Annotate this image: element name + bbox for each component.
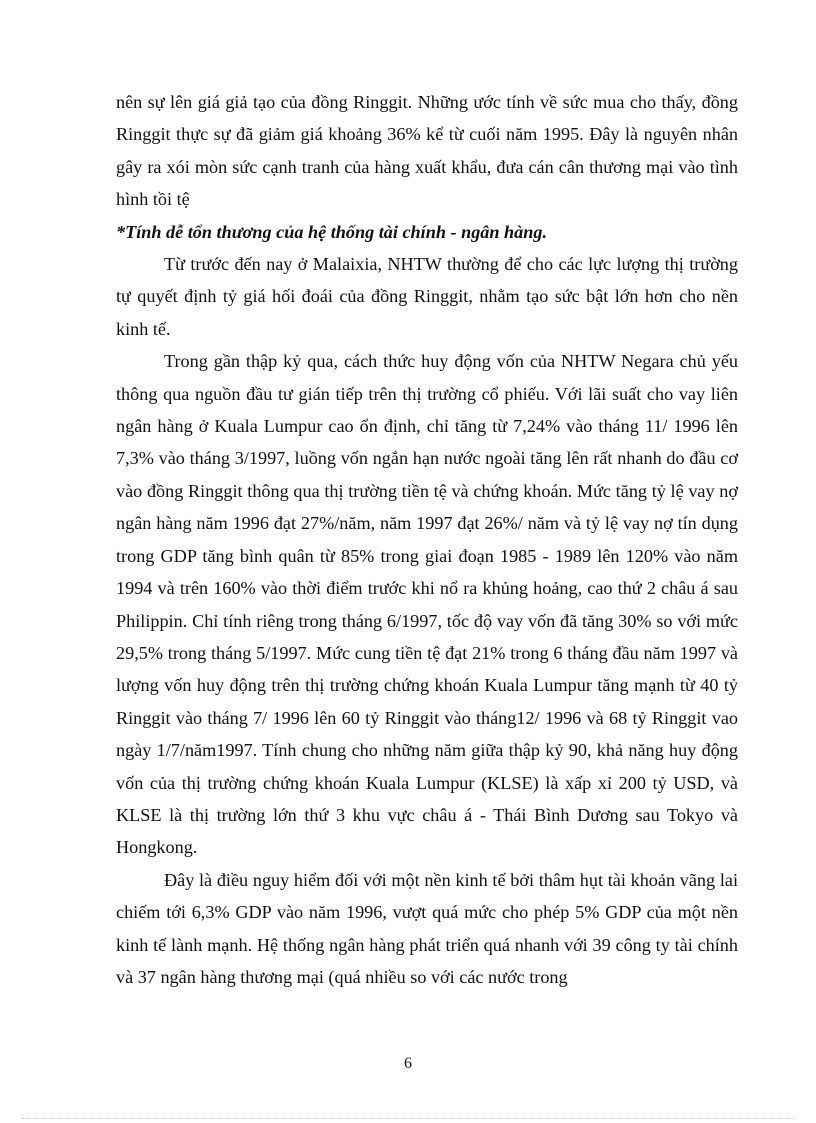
paragraph-continuation: nên sự lên giá giả tạo của đồng Ringgit. Những ước tính về sức mua cho thấy, đồng Ringgit thực sự đã giảm giá khoảng 36% kể từ cuối năm 1995. Đây là nguyên nhân gây ra xói mòn sức cạnh tranh của hàng xuất khẩu, đưa cán cân thương mại vào tình hình tồi tệ xyxy=(116,92,738,210)
page-number: 6 xyxy=(404,1055,412,1072)
page-bottom-border xyxy=(22,1118,794,1119)
paragraph-exchange-rate: Từ trước đến nay ở Malaixia, NHTW thường để cho các lực lượng thị trường tự quyết định tỷ giá hối đoái của đồng Ringgit, nhằm tạo sức bật lớn hơn cho nền kinh tế. xyxy=(116,254,738,339)
document-page xyxy=(116,86,738,993)
section-heading: *Tính dễ tổn thương của hệ thống tài chính - ngân hàng. xyxy=(116,221,548,242)
paragraph-capital-mobilization: Trong gần thập kỷ qua, cách thức huy động vốn của NHTW Negara chủ yếu thông qua nguồn đầu tư gián tiếp trên thị trường cổ phiếu. Với lãi suất cho vay liên ngân hàng ở Kuala Lumpur cao ổn định, chỉ tăng từ 7,24% vào tháng 11/ 1996 lên 7,3% vào tháng 3/1997, luồng vốn ngắn hạn nước ngoài tăng lên rất nhanh do đầu cơ vào đồng Ringgit thông qua thị trường tiền tệ và chứng khoán. Mức tăng tỷ lệ vay nợ ngân hàng năm 1996 đạt 27%/năm, năm 1997 đạt 26%/ năm và tỷ lệ vay nợ tín dụng trong GDP tăng bình quân từ 85% trong giai đoạn 1985 - 1989 lên 120% vào năm 1994 và trên 160% vào thời điểm trước khi nổ ra khủng hoảng, cao thứ 2 châu á sau Philippin. Chỉ tính riêng trong tháng 6/1997, tốc độ vay vốn đã tăng 30% so với mức 29,5% trong tháng 5/1997. Mức cung tiền tệ đạt 21% trong 6 tháng đầu năm 1997 và lượng vốn huy động trên thị trường chứng khoán Kuala Lumpur tăng mạnh từ 40 tỷ Ringgit vào tháng 7/ 1996 lên 60 tỷ Ringgit vào tháng12/ 1996 và 68 tỷ Ringgit vao ngày 1/7/năm1997. Tính chung cho những năm giữa thập kỷ 90, khả năng huy động vốn của thị trường chứng khoán Kuala Lumpur (KLSE) là xấp xỉ 200 tỷ USD, và KLSE là thị trường lớn thứ 3 khu vực châu á - Thái Bình Dương sau Tokyo và Hongkong. xyxy=(116,351,738,858)
paragraph-current-account: Đây là điều nguy hiểm đối với một nền kinh tế bởi thâm hụt tài khoản vãng lai chiếm tới 6,3% GDP vào năm 1996, vượt quá mức cho phép 5% GDP của một nền kinh tế lành mạnh. Hệ thống ngân hàng phát triển quá nhanh với 39 công ty tài chính và 37 ngân hàng thương mại (quá nhiều so với các nước trong xyxy=(116,869,738,987)
